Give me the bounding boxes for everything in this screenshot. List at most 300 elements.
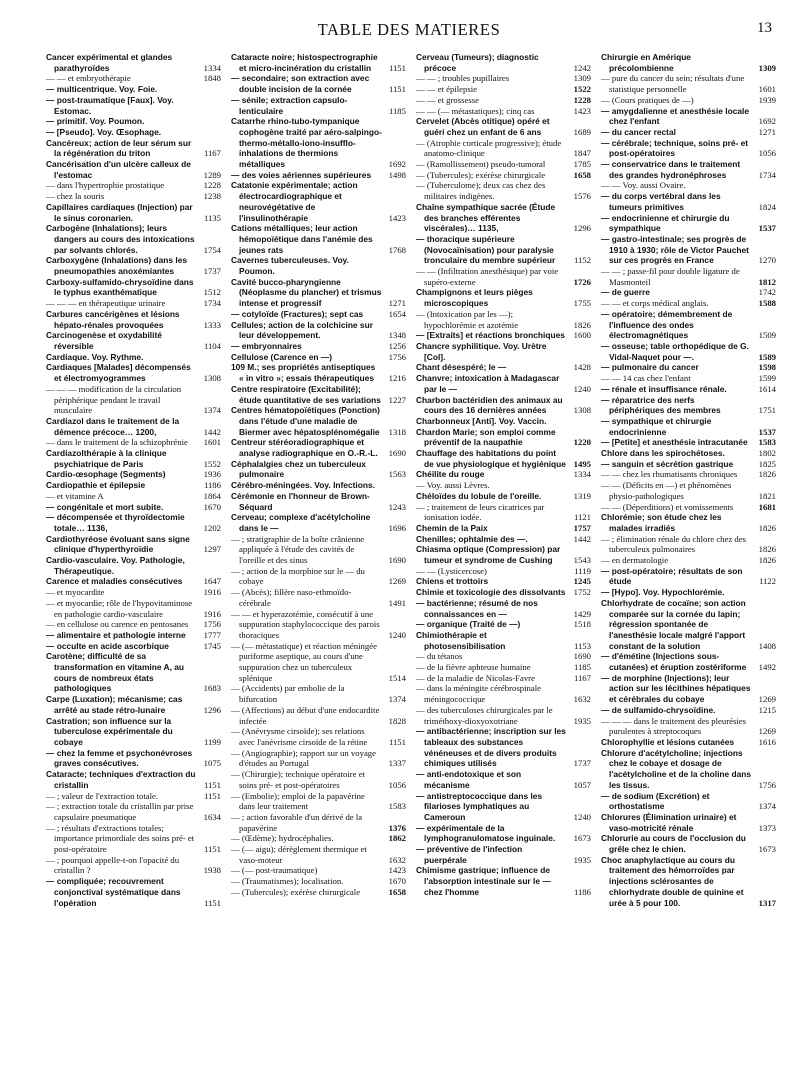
index-entry-page: 1935 <box>573 715 591 726</box>
index-entry <box>601 812 776 833</box>
index-entry-text: Catatonie expérimentale; action électrocardiographique et neurovégétative de l'insulinothérapie <box>231 180 358 223</box>
index-entry <box>231 384 406 405</box>
index-entry-text: Cardio-vasculaire. Voy. Pathologie, Thérapeutique. <box>46 555 185 576</box>
index-entry <box>46 277 221 298</box>
index-entry <box>601 52 776 73</box>
index-entry-text: Cellules; action de la colchicine sur leur développement. <box>231 319 373 341</box>
index-entry <box>46 416 221 437</box>
index-entry <box>46 823 221 855</box>
index-entry-page: 1632 <box>573 694 591 705</box>
index-entry-text: — (— métastatique) et réaction méningée puriforme aseptique, au cours d'une suppuration chez un tuberculeux splénique <box>231 640 377 683</box>
index-entry-page: 1271 <box>388 298 406 309</box>
index-entry <box>231 534 406 566</box>
index-entry-text: — — 14 cas chez l'enfant <box>601 373 691 384</box>
index-entry-page: 1935 <box>573 854 591 865</box>
index-entry-page: 1297 <box>203 544 221 555</box>
index-entry-page: 1167 <box>573 672 591 683</box>
index-entry-text: — thoracique supérieure (Novocaïnisation) pour paralysie tronculaire du membre supérieur <box>416 233 556 266</box>
index-column-4 <box>601 52 776 908</box>
index-entry-text: — — ; troubles pupillaires <box>416 73 510 84</box>
index-entry-text: Cardiothyréose évoluant sans signe clinique d'hyperthyroïdie <box>46 533 190 555</box>
index-entry <box>601 791 776 812</box>
index-entry-text: Cardiopathie et épilepsie <box>46 480 146 491</box>
index-entry <box>601 855 776 909</box>
index-entry <box>46 202 221 223</box>
index-entry <box>601 341 776 362</box>
index-entry-page: 1296 <box>203 704 221 715</box>
index-entry <box>231 255 406 276</box>
index-entry-text: — (Cours pratiques de —) <box>601 94 694 105</box>
index-entry <box>416 84 591 95</box>
index-entry-page: 1122 <box>758 576 776 587</box>
index-entry-page: 1742 <box>758 287 776 298</box>
index-entry-page: 1512 <box>203 287 221 298</box>
index-column-3 <box>416 52 591 908</box>
index-entry <box>601 159 776 180</box>
index-entry <box>416 587 591 598</box>
index-entry <box>231 362 406 383</box>
index-entry-page: 1828 <box>388 715 406 726</box>
index-entry-page: 1220 <box>573 437 591 448</box>
index-entry <box>601 502 776 513</box>
index-entry-text: Chlorures (Élimination urinaire) et vaso-motricité rénale <box>601 811 737 833</box>
index-entry-text: — (— post-traumatique) <box>231 865 318 876</box>
index-entry-text: — dans la méningite cérébrospinale méningococcique <box>416 683 541 705</box>
index-entry <box>416 630 591 651</box>
index-entry-text: Carbures cancérigènes et lésions hépato-rénales provoquées <box>46 308 180 330</box>
index-entry <box>416 416 591 427</box>
index-entry <box>601 309 776 341</box>
index-entry-page: 1308 <box>573 405 591 416</box>
index-entry <box>46 502 221 513</box>
index-entry-page: 1308 <box>203 373 221 384</box>
index-entry-text: — du cancer rectal <box>601 126 676 137</box>
index-entry-page: 1337 <box>388 758 406 769</box>
index-entry-page: 1202 <box>203 522 221 533</box>
index-entry-page: 1647 <box>203 576 221 587</box>
index-entry-text: — embryonnaires <box>231 340 302 351</box>
index-entry <box>601 362 776 373</box>
index-columns <box>46 52 776 908</box>
index-entry <box>601 555 776 566</box>
index-entry-page: 1151 <box>388 737 406 747</box>
index-entry-page: 1514 <box>388 672 406 683</box>
index-entry-page: 1690 <box>388 555 406 566</box>
index-entry-page: 1240 <box>573 383 591 394</box>
index-entry <box>416 159 591 170</box>
index-entry-page: 1785 <box>573 159 591 170</box>
index-entry-page: 1543 <box>573 555 591 566</box>
index-entry <box>416 73 591 84</box>
index-entry-text: Cataracte; techniques d'extraction du cristallin <box>46 769 196 790</box>
index-entry-text: — ; stratigraphie de la boîte crânienne appliquée à l'étude des cavités de l'oreille et des sinus <box>231 533 365 566</box>
index-entry <box>46 587 221 598</box>
index-entry <box>416 395 591 416</box>
index-entry <box>231 641 406 684</box>
index-entry <box>231 705 406 726</box>
index-entry-text: — et myocardite <box>46 587 105 598</box>
index-entry-page: 1938 <box>203 865 221 876</box>
index-entry-text: Céphalalgies chez un tuberculeux pulmonaire <box>231 458 366 480</box>
index-entry <box>416 576 591 587</box>
index-entry <box>416 566 591 577</box>
index-entry-page: 1243 <box>388 501 406 512</box>
index-entry <box>416 95 591 106</box>
index-entry-text: — amygdalienne et anesthésie locale chez l'enfant <box>601 105 750 127</box>
index-entry <box>231 52 406 73</box>
index-entry <box>601 213 776 234</box>
index-entry-text: — (Affections) au début d'une endocardite infectée <box>231 704 380 726</box>
index-entry <box>46 448 221 469</box>
index-entry-page: 1408 <box>758 640 776 651</box>
index-entry-page: 1228 <box>203 180 221 191</box>
index-entry <box>231 437 406 458</box>
index-entry <box>601 287 776 298</box>
index-entry-page: 1563 <box>388 469 406 480</box>
index-entry-text: — pulmonaire du cancer <box>601 362 699 373</box>
index-entry <box>46 491 221 502</box>
index-column-1 <box>46 52 221 908</box>
index-entry-text: Chardon Marie; son emploi comme préventif de la naupathie <box>416 426 556 448</box>
index-entry-page: 1826 <box>758 544 776 555</box>
index-entry-page: 1334 <box>573 469 591 480</box>
index-entry <box>601 234 776 266</box>
index-entry <box>601 469 776 480</box>
index-entry-text: — secondaire; son extraction avec double incision de la cornée <box>231 73 370 95</box>
index-entry-page: 1498 <box>388 169 406 180</box>
index-column-2 <box>231 52 406 908</box>
index-entry <box>416 791 591 823</box>
index-entry-text: Carbogène (Inhalations); leurs dangers au cours des intoxications par solvants chlorés. <box>46 223 195 255</box>
index-entry <box>46 159 221 180</box>
index-entry <box>231 277 406 309</box>
index-entry-page: 1167 <box>203 148 221 159</box>
index-entry-text: — — (Infiltration anesthésique) par voie supéro-externe <box>416 266 559 287</box>
index-entry-text: Champignons et leurs pièges microscopiques <box>416 287 533 309</box>
index-entry-text: Carboxygène (Inhalations) dans les pneumopathies anoxémiantes <box>46 255 188 277</box>
index-entry-text: — ; élimination rénale du chlore chez des tuberculeux pulmonaires <box>601 533 746 555</box>
index-entry-page: 1864 <box>203 490 221 501</box>
index-entry <box>46 598 221 619</box>
index-entry <box>416 534 591 545</box>
index-entry <box>416 427 591 448</box>
index-entry-text: Cavité bucco-pharyngienne (Néoplasme du plancher) et trismus intense et progressif <box>231 276 382 309</box>
index-entry-text: — bactérienne; résumé de nos connaissances en — <box>416 597 538 619</box>
index-entry-page: 1726 <box>573 276 591 287</box>
index-entry <box>416 769 591 790</box>
index-entry-page: 1754 <box>203 244 221 255</box>
index-entry-page: 1374 <box>388 694 406 705</box>
index-entry <box>416 502 591 523</box>
index-entry-page: 1598 <box>758 362 776 373</box>
index-entry <box>231 587 406 608</box>
index-entry-page: 1491 <box>388 597 406 608</box>
index-entry <box>601 566 776 587</box>
index-entry <box>416 341 591 362</box>
index-entry-text: Cerveau; complexe d'acétylcholine dans le — <box>231 512 371 533</box>
index-entry <box>601 833 776 854</box>
index-entry-page: 1492 <box>758 662 776 673</box>
index-entry-text: Chimie et toxicologie des dissolvants <box>416 587 566 598</box>
index-entry-text: — (Ramollissement) pseudo-tumoral <box>416 159 546 170</box>
index-entry-page: 1690 <box>573 651 591 662</box>
index-entry-text: Chlorhydrate de cocaïne; son action comparée sur la cornée du lapin; régression spontanée de l'anesthésie locale malgré l'apport constant de la solution <box>601 597 746 651</box>
index-entry-page: 1429 <box>573 608 591 619</box>
index-entry-page: 1696 <box>388 522 406 533</box>
index-entry <box>416 662 591 673</box>
page-header <box>46 20 772 44</box>
index-entry <box>231 512 406 533</box>
index-entry <box>601 384 776 395</box>
index-entry-page: 1673 <box>758 844 776 855</box>
index-entry-text: Cardiaque. Voy. Rythme. <box>46 351 144 362</box>
index-entry <box>46 480 221 491</box>
index-entry-page: 1916 <box>203 608 221 619</box>
index-entry-text: — (Œdème); hydrocéphalies. <box>231 833 334 844</box>
index-entry <box>46 748 221 769</box>
index-entry-page: 1151 <box>203 897 221 908</box>
index-entry-page: 1599 <box>758 373 776 384</box>
index-entry-text: — (Embolie); emploi de la papavérine dans leur traitement <box>231 790 365 812</box>
index-entry-page: 1057 <box>573 779 591 790</box>
index-entry <box>46 769 221 790</box>
index-entry-page: 1936 <box>203 469 221 480</box>
index-entry <box>46 309 221 330</box>
index-entry-page: 1824 <box>758 201 776 212</box>
index-entry <box>231 480 406 491</box>
index-entry <box>46 127 221 138</box>
index-entry <box>601 587 776 598</box>
index-entry-text: — de la maladie de Nicolas-Favre <box>416 672 535 683</box>
index-entry-page: 1442 <box>203 426 221 437</box>
index-entry-text: Cations métalliques; leur action hémopoïétique dans l'anémie des jeunes rats <box>231 223 373 255</box>
index-entry-text: Chenilles; ophtalmie des —. <box>416 533 528 544</box>
index-entry-page: 1135 <box>203 212 221 223</box>
index-entry-text: Catarrhe rhino-tubo-tympanique cophogène traité par aéro-salpingo-thermo-métallo-iono-insufflo-inhalations de thermions métalliques <box>231 116 382 170</box>
index-entry <box>416 823 591 844</box>
index-entry <box>416 234 591 266</box>
index-entry-page: 1634 <box>203 811 221 822</box>
index-entry-page: 1270 <box>758 255 776 266</box>
index-entry-page: 1825 <box>758 458 776 469</box>
index-entry-page: 1199 <box>203 737 221 747</box>
index-entry <box>231 320 406 341</box>
index-entry <box>601 180 776 191</box>
index-entry-text: Chlore dans les spirochétoses. <box>601 448 725 459</box>
index-entry-page: 1734 <box>203 298 221 309</box>
index-entry-page: 1848 <box>203 73 221 84</box>
index-entry <box>46 223 221 255</box>
index-entry-text: — du corps vertébral dans les tumeurs primitives <box>601 191 721 212</box>
index-entry-text: — — et embryothérapie <box>46 73 131 84</box>
index-entry <box>416 373 591 394</box>
index-entry-page: 1826 <box>758 555 776 566</box>
index-entry-page: 1756 <box>388 351 406 362</box>
index-entry-page: 1826 <box>573 319 591 330</box>
index-entry-text: — — et hyperazotémie, consécutif à une suppuration staphylococcique des parois thoraciques <box>231 608 380 640</box>
index-entry-page: 1269 <box>758 694 776 705</box>
index-entry-page: 1583 <box>388 801 406 812</box>
index-entry-page: 1756 <box>203 619 221 630</box>
index-entry-text: — occulte en acide ascorbique <box>46 640 169 651</box>
index-entry <box>46 641 221 652</box>
index-entry-text: Capillaires cardiaques (Injection) par le sinus coronarien. <box>46 201 193 223</box>
index-entry-page: 1552 <box>203 458 221 469</box>
index-entry-text: — chez la femme et psychonévroses graves consécutives. <box>46 747 193 769</box>
index-entry-page: 1333 <box>203 319 221 330</box>
index-entry-page: 1215 <box>758 704 776 715</box>
index-entry-text: Cavernes tuberculeuses. Voy. Poumon. <box>231 255 349 277</box>
index-entry-text: Chant désespéré; le — <box>416 362 507 373</box>
index-entry-text: Cervelet (Abcès otitique) opéré et guéri chez un enfant de 6 ans <box>416 116 550 137</box>
index-entry-text: — de sulfamido-chrysoïdine. <box>601 704 716 715</box>
index-entry <box>416 491 591 502</box>
index-entry <box>416 106 591 117</box>
index-entry-page: 1826 <box>758 522 776 533</box>
index-entry-text: Cardiazolthérapie à la clinique psychiatrique de Paris <box>46 448 167 469</box>
index-entry <box>46 855 221 876</box>
index-entry <box>231 769 406 790</box>
index-entry-page: 1777 <box>203 629 221 640</box>
index-entry-page: 1216 <box>388 373 406 384</box>
index-entry <box>46 534 221 555</box>
index-entry <box>231 887 406 898</box>
index-entry-text: — cérébrale; technique, soins pré- et post-opératoires <box>601 137 749 159</box>
index-entry-text: Chlorophyllie et lésions cutanées <box>601 737 735 747</box>
index-entry-text: Chiasma optique (Compression) par tumeur et syndrome de Cushing <box>416 544 561 566</box>
index-entry <box>416 480 591 491</box>
index-entry-page: 1509 <box>758 330 776 341</box>
index-entry-page: 1692 <box>758 116 776 127</box>
index-entry-page: 1238 <box>203 191 221 202</box>
index-entry <box>231 791 406 812</box>
index-entry <box>46 330 221 351</box>
page-title: TABLE DES MATIERES <box>317 20 501 39</box>
index-entry <box>46 95 221 116</box>
index-entry-page: 1537 <box>758 223 776 234</box>
index-entry-text: — organique (Traité de —) <box>416 619 521 630</box>
index-entry-text: — — ; passe-fil pour double ligature de Masmonteil <box>601 266 740 287</box>
index-entry-page: 1589 <box>758 351 776 362</box>
index-entry-page: 1318 <box>388 426 406 437</box>
index-entry-page: 1588 <box>758 298 776 309</box>
index-entry-page: 1186 <box>203 480 221 491</box>
index-entry <box>416 544 591 565</box>
index-entry-page: 1228 <box>573 94 591 105</box>
index-entry-page: 1737 <box>203 266 221 277</box>
index-entry-page: 1757 <box>573 522 591 533</box>
index-entry-text: — de la fièvre aphteuse humaine <box>416 662 531 673</box>
index-entry <box>416 705 591 726</box>
index-entry <box>231 812 406 833</box>
index-entry-page: 1658 <box>388 886 406 897</box>
index-entry-page: 1632 <box>388 854 406 865</box>
index-entry <box>601 373 776 384</box>
index-entry-page: 1522 <box>573 84 591 95</box>
index-entry-text: — (Atrophie corticale progressive); étude anatomo-clinique <box>416 137 562 159</box>
index-entry <box>601 106 776 127</box>
index-entry-text: — ; résultats d'extractions totales; importance primordiale des soins pré- et post-opératoire <box>46 822 195 855</box>
index-entry-text: — [Petite] et anesthésie intracutanée <box>601 437 748 448</box>
index-entry <box>416 362 591 373</box>
index-entry-text: — — (— métastatiques); cinq cas <box>416 105 535 116</box>
index-entry-text: Choc anaphylactique au cours du traitement des hémorroïdes par injections sclérosantes de chlorhydrate double de quinine et urée à 5 pour 100. <box>601 854 744 908</box>
index-entry-text: Charbonneux [Anti]. Voy. Vaccin. <box>416 415 547 426</box>
index-entry <box>46 84 221 95</box>
index-entry-page: 1518 <box>573 619 591 630</box>
index-entry-text: — sénile; extraction capsulo-lenticulaire <box>231 94 348 116</box>
index-entry-text: — (Tuberculome); deux cas chez des militaires indigènes. <box>416 180 546 202</box>
index-entry <box>416 138 591 159</box>
index-entry-text: Chlorémie; son étude chez les malades irradiés <box>601 512 722 533</box>
index-entry-text: — réparatrice des nerfs périphériques des membres <box>601 394 721 416</box>
index-entry-page: 1756 <box>758 779 776 790</box>
index-entry <box>46 116 221 127</box>
index-entry <box>416 598 591 619</box>
index-entry-page: 1768 <box>388 244 406 255</box>
index-entry <box>601 416 776 437</box>
index-entry-text: — — — modification de la circulation périphérique pendant le travail musculaire <box>46 383 182 416</box>
page-number: 13 <box>757 20 772 36</box>
index-entry-page: 1289 <box>203 169 221 180</box>
index-entry <box>231 876 406 887</box>
index-entry <box>416 865 591 897</box>
index-entry-text: — sanguin et sécrétion gastrique <box>601 458 734 469</box>
index-entry-page: 1373 <box>758 822 776 833</box>
index-entry-page: 1600 <box>573 330 591 341</box>
index-entry-text: — (Chirurgie); technique opératoire et soins pré- et post-opératoires <box>231 769 365 790</box>
index-entry-text: Cancéreux; action de leur sérum sur la régénération du triton <box>46 137 192 159</box>
index-entry-text: Carboxy-sulfamido-chrysoïdine dans le typhus exanthématique <box>46 276 194 298</box>
index-entry <box>46 576 221 587</box>
index-entry <box>601 651 776 672</box>
index-entry-text: Cardiazol dans le traitement de la démence précoce… 1200, <box>46 415 180 437</box>
index-entry-page: 1734 <box>758 169 776 180</box>
index-entry <box>46 619 221 630</box>
index-entry <box>46 352 221 363</box>
index-entry-text: — (Anévrysme cirsoïde); ses relations avec l'anévrisme cirsoïde de la rétine <box>231 726 368 747</box>
index-entry-page: 1186 <box>573 886 591 897</box>
index-entry <box>601 737 776 748</box>
index-entry-page: 1121 <box>573 512 591 523</box>
index-entry-text: — cotyloïde (Fractures); sept cas <box>231 308 364 319</box>
index-entry-page: 1245 <box>573 576 591 587</box>
index-entry-page: 1075 <box>203 758 221 769</box>
index-entry <box>231 833 406 844</box>
index-entry <box>231 341 406 352</box>
index-entry <box>601 448 776 459</box>
index-entry-text: Chéilite du rouge <box>416 469 485 480</box>
index-entry-page: 1151 <box>203 790 221 801</box>
index-entry-page: 1271 <box>758 126 776 137</box>
index-entry-page: 1269 <box>388 576 406 587</box>
index-entry-text: — préventive de l'infection puerpérale <box>416 844 523 865</box>
index-entry-text: Centre respiratoire (Excitabilité); étude quantitative de ses variations <box>231 383 381 405</box>
index-entry-page: 1737 <box>573 758 591 769</box>
index-entry-text: — (Intoxication par les —); hypochlorémie et azotémie <box>416 308 519 330</box>
index-entry <box>601 73 776 94</box>
index-entry-page: 1423 <box>388 212 406 223</box>
index-entry-text: — de guerre <box>601 287 650 298</box>
index-entry-text: — multicentrique. Voy. Foie. <box>46 84 158 95</box>
index-entry <box>416 448 591 469</box>
index-entry-page: 1847 <box>573 148 591 159</box>
index-entry-text: Chauffage des habitations du point de vue physiologique et hygiénique <box>416 448 566 469</box>
index-entry-page: 1821 <box>758 490 776 501</box>
index-entry-page: 1185 <box>573 662 591 673</box>
index-entry-text: — du tétanos <box>416 651 463 662</box>
index-entry-text: — [Hypo]. Voy. Hypochlorémie. <box>601 587 725 598</box>
